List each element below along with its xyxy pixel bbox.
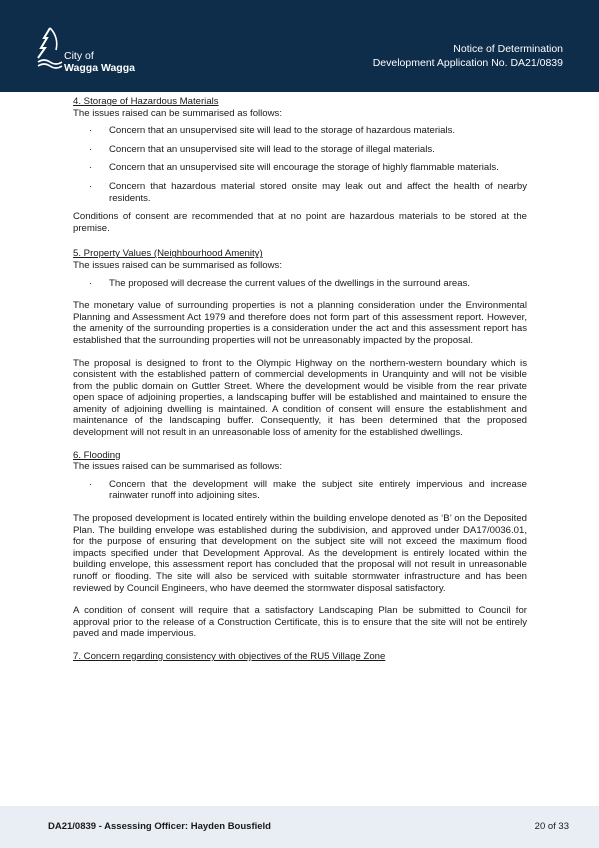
section-6-title: 6. Flooding	[73, 449, 121, 461]
section-4-title: 4. Storage of Hazardous Materials	[73, 96, 219, 107]
page-header	[0, 0, 599, 92]
list-item-text: The proposed will decrease the current values of the dwellings in the surround areas.	[109, 277, 471, 289]
logo-line2: Wagga Wagga	[64, 62, 135, 74]
list-item	[73, 144, 527, 156]
section-4-issues	[73, 125, 527, 204]
document-heading	[373, 43, 563, 70]
list-item-text: Concern that hazardous material stored onsite may leak out and affect the health of nearby residents.	[109, 180, 527, 204]
bullet-icon: ·	[89, 277, 93, 289]
list-item-text: Concern that the development will make the subject site entirely impervious and increase rainwater runoff into adjoining sites.	[109, 478, 527, 502]
list-item	[73, 479, 527, 502]
section-4-intro: The issues raised can be summarised as follows:	[73, 107, 283, 119]
section-5-title: 5. Property Values (Neighbourhood Amenity)	[73, 248, 263, 260]
list-item-text: Concern that an unsupervised site will lead to the storage of hazardous materials.	[109, 125, 456, 137]
council-logo-icon	[36, 26, 66, 70]
list-item-text: Concern that an unsupervised site will encourage the storage of highly flammable materials.	[109, 162, 499, 174]
list-item	[73, 278, 527, 290]
page-number: 20 of 33	[534, 821, 569, 832]
page-footer	[0, 806, 599, 848]
bullet-icon: ·	[89, 162, 93, 174]
section-5-intro: The issues raised can be summarised as follows:	[73, 259, 283, 271]
bullet-icon: ·	[89, 478, 93, 490]
list-item	[73, 125, 527, 137]
section-4-paragraph: Conditions of consent are recommended that at no point are hazardous materials to be stored at the premise.	[73, 211, 527, 234]
list-item	[73, 162, 527, 174]
document-body	[73, 96, 527, 663]
footer-reference: DA21/0839 - Assessing Officer: Hayden Bousfield	[48, 821, 271, 832]
section-6-intro: The issues raised can be summarised as follows:	[73, 461, 283, 473]
document-subtitle: Development Application No. DA21/0839	[372, 56, 563, 69]
logo-text	[64, 50, 135, 74]
list-item	[73, 181, 527, 204]
section-6-issues	[73, 479, 527, 502]
section-6-paragraph-2: A condition of consent will require that a satisfactory Landscaping Plan be submitted to Council for approval prior to the release of a Construction Certificate, this is to ensure that the site will not be entirely paved and made impervious.	[73, 605, 527, 640]
logo-line1: City of	[64, 50, 94, 62]
bullet-icon: ·	[89, 125, 93, 137]
document-title: Notice of Determination	[453, 43, 563, 55]
list-item-text: Concern that an unsupervised site will lead to the storage of illegal materials.	[109, 143, 435, 155]
section-5-issues	[73, 278, 527, 290]
section-5-paragraph-2: The proposal is designed to front to the Olympic Highway on the northern-western boundary which is consistent with the established pattern of commercial developments in Uranquinty and will not be visible from the public domain on Guttler Street. Where the development would be visible from the rear private open space of adjoining properties, a landscaping buffer will be established and maintained to ensure the amenity of adjoining dwelling is maintained. A condition of consent will ensure the establishment and maintenance of the landscaping buffer. Consequently, it has been determined that the proposed development will not result in an unreasonable loss of amenity for the established dwellings.	[73, 357, 527, 439]
council-logo	[36, 26, 146, 76]
bullet-icon: ·	[89, 143, 93, 155]
section-7-title: 7. Concern regarding consistency with objectives of the RU5 Village Zone	[73, 650, 386, 662]
section-5-paragraph-1: The monetary value of surrounding properties is not a planning consideration under the Environmental Planning and Assessment Act 1979 and therefore does not form part of this assessment report. However, the amenity of the surrounding properties is a consideration under the act and this assessment report has established that the surrounding properties will not be unreasonably impacted by the proposal.	[73, 300, 527, 346]
section-6-paragraph-1: The proposed development is located entirely within the building envelope denoted as ‘B’ on the Deposited Plan. The building envelope was established during the subdivision, and approved under DA17/0036.01, for the purpose of ensuring that development on the subject site will not exceed the maximum flood impacts specified under that Development Approval. As the development is entirely located within the building envelope, this assessment report has concluded that the proposal will not result in unreasonable runoff or flooding. The site will also be serviced with suitable stormwater infrastructure and has been reviewed by Council Engineers, who have deemed the stormwater disposal satisfactory.	[73, 513, 527, 594]
bullet-icon: ·	[89, 180, 93, 192]
